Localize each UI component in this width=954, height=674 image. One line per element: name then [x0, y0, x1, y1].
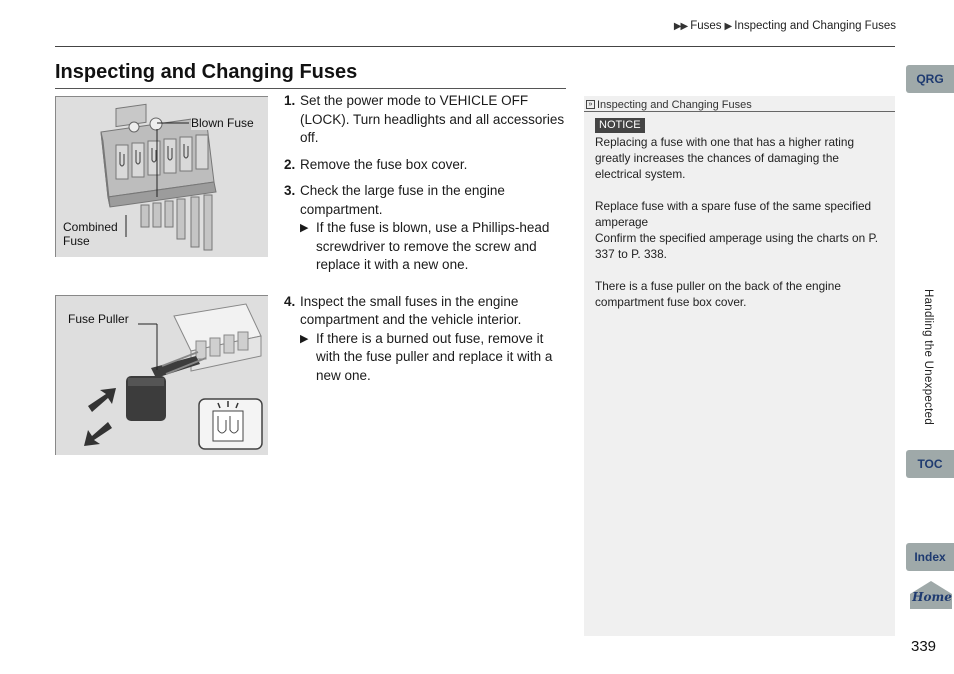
toc-tab[interactable]: TOC	[906, 450, 954, 478]
note-heading	[584, 96, 895, 112]
home-label: Home	[912, 590, 952, 604]
step-text: Inspect the small fuses in the engine compartment and the vehicle interior.	[300, 293, 522, 327]
note-paragraph: There is a fuse puller on the back of the engine compartment fuse box cover.	[595, 279, 841, 309]
note-paragraph: Replace fuse with a spare fuse of the same specified amperage	[595, 199, 872, 229]
step-number: 1.	[284, 93, 296, 108]
step-detail-text: If there is a burned out fuse, remove it with the fuse puller and replace it with a new one.	[316, 330, 553, 383]
section-label: Handling the Unexpected	[922, 289, 934, 426]
breadcrumb-fuses[interactable]: Fuses	[690, 20, 722, 32]
step-1	[284, 92, 566, 148]
blown-fuse-label: Blown Fuse	[191, 116, 254, 130]
note-panel	[584, 96, 895, 636]
index-tab[interactable]: Index	[906, 543, 954, 571]
note-body	[595, 134, 887, 326]
step-4	[284, 293, 566, 330]
combined-fuse-label: Combined Fuse	[63, 220, 118, 248]
qrg-tab[interactable]: QRG	[906, 65, 954, 93]
home-icon	[908, 580, 954, 610]
step-text: Remove the fuse box cover.	[300, 156, 468, 172]
arrow-icon: ▶	[300, 332, 309, 345]
note-divider	[584, 111, 895, 112]
step-text: Check the large fuse in the engine compartment.	[300, 183, 505, 217]
arrow-icon: ▶	[300, 222, 309, 234]
note-heading-text: Inspecting and Changing Fuses	[597, 98, 752, 111]
step-4-detail	[300, 330, 566, 386]
step-text: Set the power mode to VEHICLE OFF (LOCK). Turn headlights and all accessories off.	[300, 93, 565, 145]
note-paragraph: Replacing a fuse with one that has a higher rating greatly increases the chances of damaging the electrical system.	[595, 135, 855, 181]
breadcrumb	[673, 20, 896, 32]
step-number: 2.	[284, 156, 296, 172]
note-paragraph: Confirm the specified amperage using the charts on P. 337 to P. 338.	[595, 231, 879, 261]
fuse-puller-label: Fuse Puller	[68, 312, 129, 326]
step-2	[284, 156, 566, 175]
step-3-detail	[300, 219, 566, 275]
home-button[interactable]	[908, 580, 954, 610]
breadcrumb-current: Inspecting and Changing Fuses	[734, 20, 896, 32]
fuse-box-figure	[55, 96, 268, 257]
instruction-steps	[284, 92, 566, 385]
title-divider	[55, 88, 566, 89]
step-number: 3.	[284, 183, 296, 198]
step-detail-text: If the fuse is blown, use a Phillips-head screwdriver to remove the screw and replace it with a new one.	[316, 220, 550, 272]
header-divider	[55, 46, 895, 47]
arrow-icon: ▶	[724, 20, 732, 32]
step-number: 4.	[284, 293, 296, 309]
reference-icon: »	[586, 100, 595, 109]
page-number: 339	[911, 638, 937, 655]
notice-badge: NOTICE	[595, 118, 645, 133]
page-title: Inspecting and Changing Fuses	[55, 61, 358, 83]
step-3	[284, 182, 566, 219]
fuse-puller-figure	[55, 295, 268, 455]
double-arrow-icon: ▶▶	[673, 20, 688, 32]
